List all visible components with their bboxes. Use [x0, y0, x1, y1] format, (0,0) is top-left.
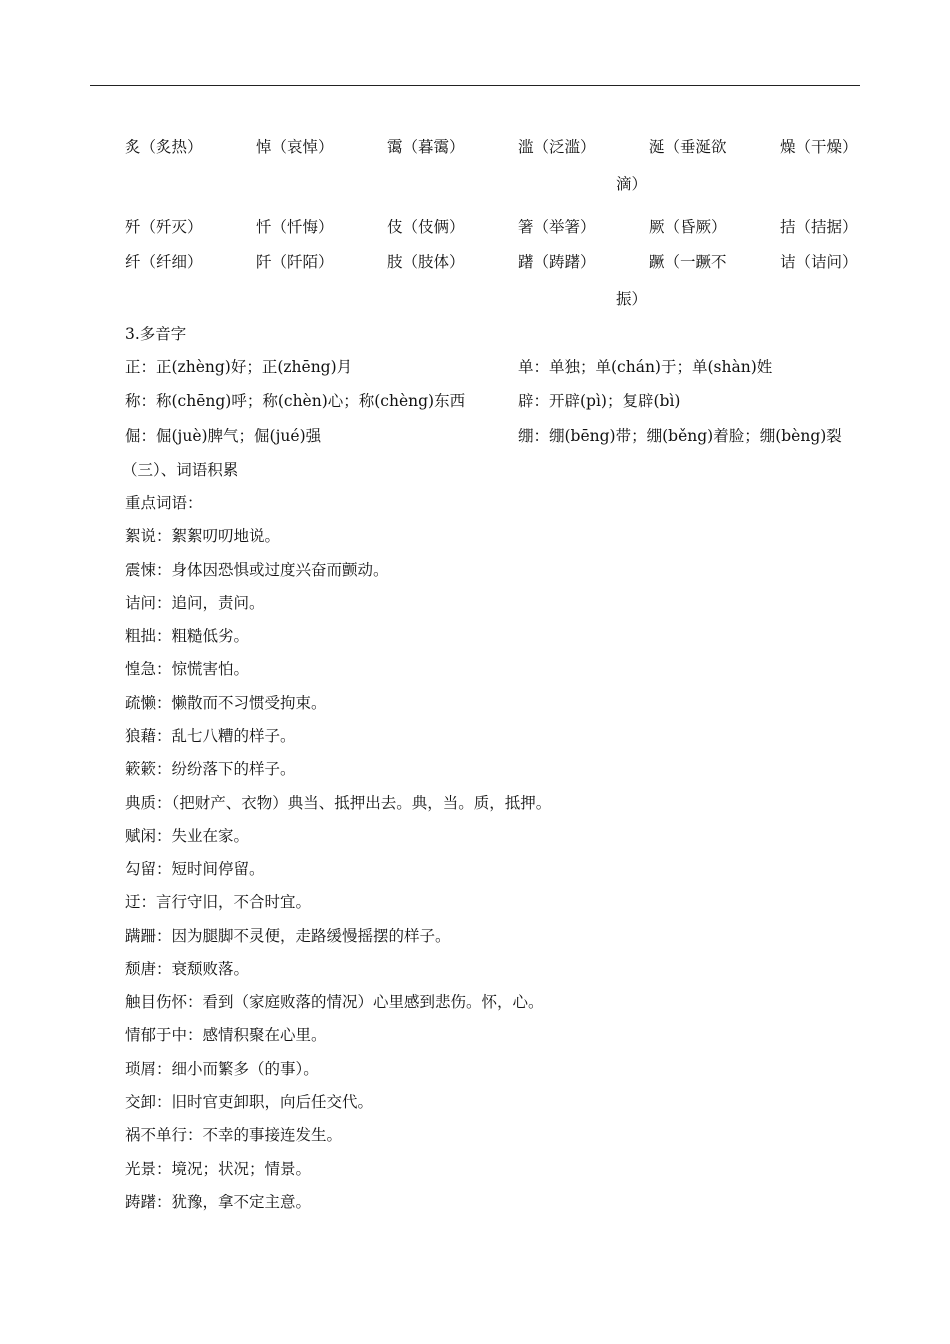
vocab-item: 踌躇：犹豫，拿不定主意。: [125, 1193, 312, 1211]
vocab-item: 惶急：惊慌害怕。: [125, 660, 250, 678]
vocab-item: 光景：境况；状况；情景。: [125, 1160, 312, 1178]
char-cell-wrap: 振）: [616, 290, 648, 308]
char-cell: 霭（暮霭）: [387, 138, 465, 156]
header-rule: [90, 85, 860, 86]
char-cell: 诘（诘问）: [780, 253, 858, 271]
vocab-item: 震悚：身体因恐惧或过度兴奋而颤动。: [125, 561, 389, 579]
char-cell-wrap: 滴）: [616, 175, 648, 193]
vocab-item: 情郁于中：感情积聚在心里。: [125, 1026, 327, 1044]
vocab-item: 典质：（把财产、衣物）典当、抵押出去。典，当。质，抵押。: [125, 794, 552, 812]
vocab-item: 疏懒：懒散而不习惯受拘束。: [125, 694, 327, 712]
char-cell: 箸（举箸）: [518, 218, 596, 236]
polyphone-entry: 倔：倔(juè)脾气；倔(jué)强: [125, 427, 322, 445]
char-cell: 忏（忏悔）: [256, 218, 334, 236]
char-cell: 滥（泛滥）: [518, 138, 596, 156]
vocab-item: 絮说：絮絮叨叨地说。: [125, 527, 281, 545]
vocab-item: 交卸：旧时官吏卸职，向后任交代。: [125, 1093, 374, 1111]
char-cell: 歼（歼灭）: [125, 218, 203, 236]
char-cell: 蹶（一蹶不: [649, 253, 727, 271]
polyphone-entry: 正：正(zhèng)好；正(zhēng)月: [125, 358, 353, 376]
char-cell: 肢（肢体）: [387, 253, 465, 271]
char-cell: 躇（踌躇）: [518, 253, 596, 271]
polyphone-entry: 辟：开辟(pì)；复辟(bì): [518, 392, 681, 410]
vocab-item: 勾留：短时间停留。: [125, 860, 265, 878]
vocab-item: 触目伤怀：看到（家庭败落的情况）心里感到悲伤。怀，心。: [125, 993, 544, 1011]
char-cell: 纤（纤细）: [125, 253, 203, 271]
polyphone-entry: 称：称(chēng)呼；称(chèn)心；称(chèng)东西: [125, 392, 466, 410]
char-cell: 厥（昏厥）: [649, 218, 727, 236]
vocab-item: 粗拙：粗糙低劣。: [125, 627, 250, 645]
vocab-item: 祸不单行：不幸的事接连发生。: [125, 1126, 343, 1144]
polyphone-entry: 绷：绷(bēng)带；绷(běng)着脸；绷(bèng)裂: [518, 427, 842, 445]
vocab-section-title: （三）、词语积累: [122, 461, 239, 479]
vocab-intro: 重点词语：: [125, 494, 203, 512]
vocab-item: 蹒跚：因为腿脚不灵便，走路缓慢摇摆的样子。: [125, 927, 451, 945]
vocab-item: 簌簌：纷纷落下的样子。: [125, 760, 296, 778]
vocab-item: 诘问：追问，责问。: [125, 594, 265, 612]
char-cell: 燥（干燥）: [780, 138, 858, 156]
char-cell: 拮（拮据）: [780, 218, 858, 236]
vocab-item: 颓唐：衰颓败落。: [125, 960, 250, 978]
vocab-item: 迂：言行守旧，不合时宜。: [125, 893, 312, 911]
char-cell: 涎（垂涎欲: [649, 138, 727, 156]
char-cell: 悼（哀悼）: [256, 138, 334, 156]
vocab-item: 狼藉：乱七八糟的样子。: [125, 727, 296, 745]
vocab-item: 琐屑：细小而繁多（的事）。: [125, 1060, 319, 1078]
polyphone-heading: 3.多音字: [125, 325, 187, 343]
vocab-item: 赋闲：失业在家。: [125, 827, 250, 845]
char-cell: 阡（阡陌）: [256, 253, 334, 271]
char-cell: 伎（伎俩）: [387, 218, 465, 236]
char-cell: 炙（炙热）: [125, 138, 203, 156]
polyphone-entry: 单：单独；单(chán)于；单(shàn)姓: [518, 358, 773, 376]
